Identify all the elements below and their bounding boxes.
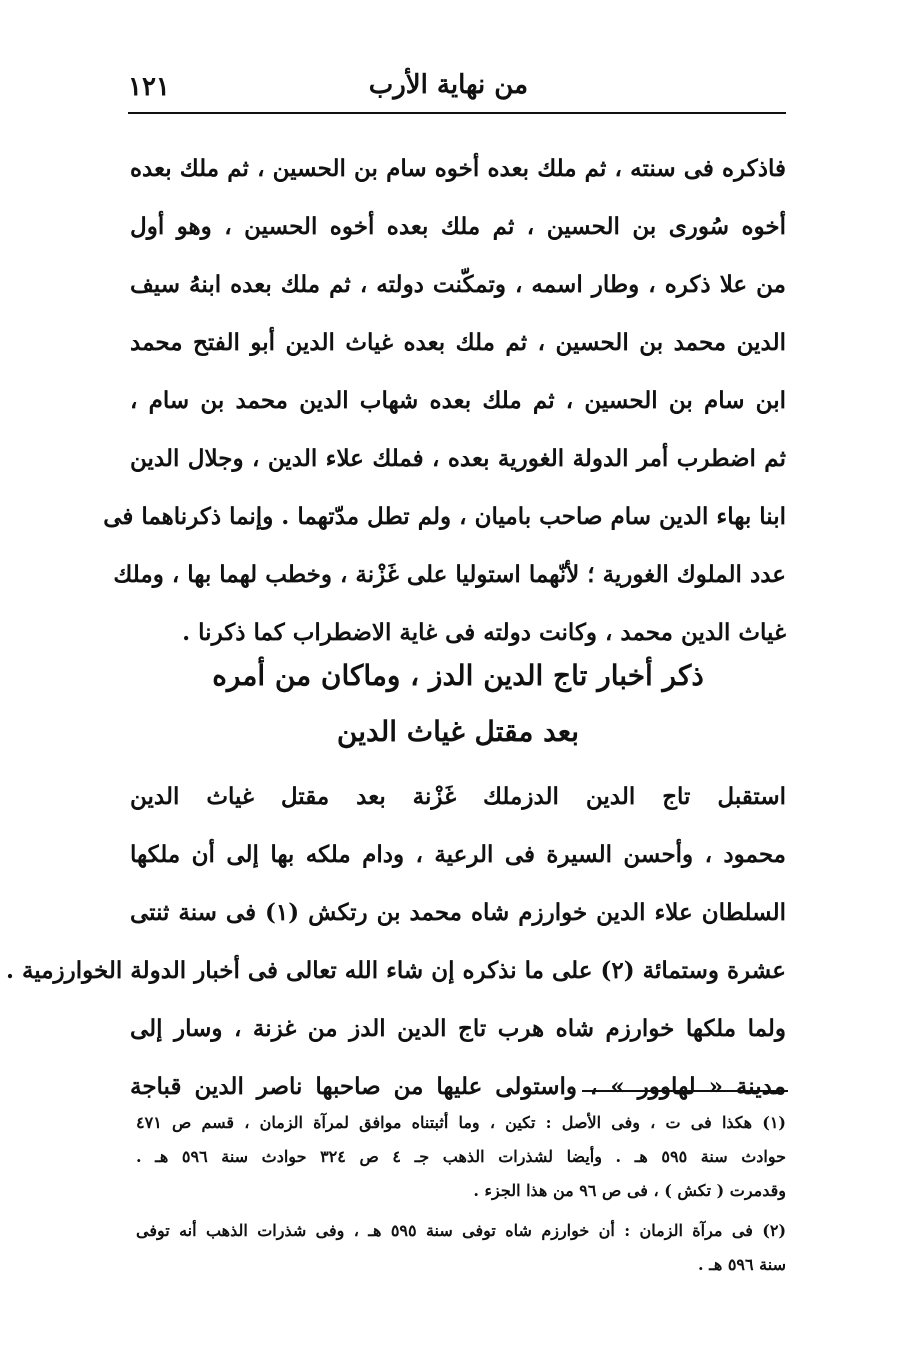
footnote-separator [582, 1090, 788, 1092]
text-line: عشرة وستمائة (٢) على ما نذكره إن شاء الله تعالى فى أخبار الدولة الخوارزمية . [5, 957, 786, 984]
footnote-line: سنة ٥٩٦ هـ . [697, 1255, 786, 1274]
text-line: غياث الدين محمد ، وكانت دولته فى غاية الاضطراب كما ذكرنا . [182, 619, 786, 646]
text-line: ابنا بهاء الدين سام صاحب باميان ، ولم تطل مدّتهما . وإنما ذكرناهما فى [103, 503, 786, 530]
running-title: من نهاية الأرب [368, 70, 528, 100]
text-line: محمود ، وأحسن السيرة فى الرعية ، ودام ملكه بها إلى أن ملكها [130, 841, 786, 868]
footnote-line: حوادث سنة ٥٩٥ هـ . وأيضا لشذرات الذهب جـ ٤ ص ٣٢٤ حوادث سنة ٥٩٦ هـ . [136, 1147, 786, 1166]
section-heading-line-1: ذكر أخبار تاج الدين الدز ، وماكان من أمره [212, 659, 704, 692]
text-line: ثم اضطرب أمر الدولة الغورية بعده ، فملك علاء الدين ، وجلال الدين [130, 445, 786, 472]
text-line: السلطان علاء الدين خوارزم شاه محمد بن رتكش (١) فى سنة ثنتى [130, 899, 786, 926]
footnote-line: (١) هكذا فى ت ، وفى الأصل : تكين ، وما أثبتناه موافق لمرآة الزمان ، قسم ص ٤٧١ [136, 1113, 786, 1132]
footnote-2 [136, 1214, 786, 1282]
section-paragraph [5, 768, 786, 1116]
text-line: ابن سام بن الحسين ، ثم ملك بعده شهاب الدين محمد بن سام ، [130, 387, 786, 414]
footnote-line: وقدمرت ( تكش ) ، فى ص ٩٦ من هذا الجزء . [473, 1181, 786, 1200]
section-heading-line-2: بعد مقتل غياث الدين [336, 715, 580, 748]
text-line: عدد الملوك الغورية ؛ لأنّهما استوليا على غَزْنة ، وخطب لهما بها ، وملك [113, 561, 786, 588]
paragraph-continuation [103, 140, 786, 662]
footnote-1 [136, 1106, 786, 1208]
text-line: من علا ذكره ، وطار اسمه ، وتمكّنت دولته ، ثم ملك بعده ابنهُ سيف [130, 271, 786, 298]
footnote-line: (٢) فى مرآة الزمان : أن خوارزم شاه توفى سنة ٥٩٥ هـ ، وفى شذرات الذهب أنه توفى [136, 1221, 787, 1240]
page-number: ١٢١ [128, 72, 170, 102]
text-line: ولما ملكها خوارزم شاه هرب تاج الدين الدز من غزنة ، وسار إلى [130, 1015, 786, 1042]
text-line: أخوه سُورى بن الحسين ، ثم ملك بعده أخوه الحسين ، وهو أول [130, 213, 786, 240]
text-line: فاذكره فى سنته ، ثم ملك بعده أخوه سام بن الحسين ، ثم ملك بعده [130, 155, 786, 182]
page-header [128, 68, 786, 114]
text-line: الدين محمد بن الحسين ، ثم ملك بعده غياث الدين أبو الفتح محمد [130, 329, 786, 356]
text-line: مدينة « لهاوور » ، واستولى عليها من صاحبها ناصر الدين قباجة [130, 1073, 786, 1100]
text-line: استقبل تاج الدين الدزملك غَزْنة بعد مقتل غياث الدين [130, 783, 786, 810]
